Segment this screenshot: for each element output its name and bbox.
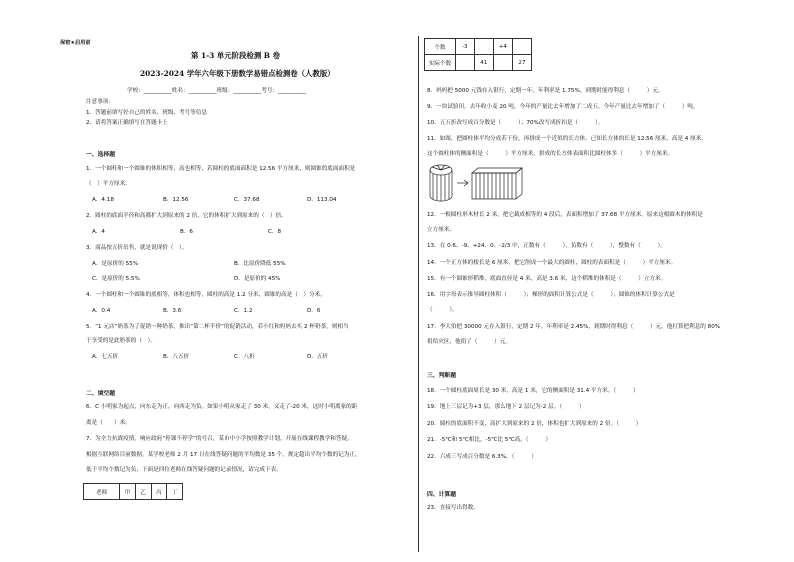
question-1: 1．一个圆柱和一个圆锥的体积相等，高也相等，若圆柱的底面面积是 12.56 平方厘米，则圆锥的底面面积是 xyxy=(86,166,356,172)
option: B．6 xyxy=(180,229,193,235)
question-13: 13．在 0.6、-9、+24、0、-2/3 中，正数有（ ），负数有（ ），整数有（ ）。 xyxy=(427,243,666,249)
option: C．8 xyxy=(268,229,282,235)
question-14: 14．一个正方体的棱长是 6 厘米，把它削成一个最大的圆柱，圆柱的表面积是（ ）平方厘米。 xyxy=(427,260,677,266)
question-2: 2．圆柱的底面半径和高都扩大到原来的 2 倍，它的体积扩大到原来的（ ）倍。 xyxy=(86,213,287,219)
question-17-cont: 捐给灾区，他捐了（ ）元。 xyxy=(427,339,511,345)
q7-table-header xyxy=(83,483,183,500)
option: D．是原价的 45% xyxy=(234,276,281,282)
table-cell xyxy=(455,55,474,71)
option: A．4.18 xyxy=(92,197,114,203)
table-cell: 41 xyxy=(474,55,493,71)
option: B．八五折 xyxy=(163,354,190,360)
question-17: 17．李大伯把 30000 元存入银行，定期 2 年，年利率是 2.45%，到期时得利息（ ）元，他打算把利息的 80% xyxy=(427,324,721,330)
question-16-cont: （ ）。 xyxy=(427,307,458,313)
table-row xyxy=(425,55,532,71)
notes-heading: 注意事项： xyxy=(86,99,114,105)
option: C．是原价的 5.5% xyxy=(92,276,140,282)
question-5-cont: 于享受的是此奶茶的（ ）。 xyxy=(86,338,156,344)
question-5: 5．“1 元店”奶茶为了促销一种奶茶，推出“第二杯半价”的促销活动，若小红和妈妈去买 2 杯奶茶，则相当 xyxy=(86,324,349,330)
table-cell: 丁 xyxy=(167,484,183,500)
option: B．比原价降低 55% xyxy=(234,261,286,267)
column-divider xyxy=(418,36,419,552)
option: A．4 xyxy=(92,229,105,235)
question-12: 12．一根圆柱形木材长 2 米，把它截成相等的 4 段后，表面积增加了 37.68 平方厘米。原来这根圆木的体积是 xyxy=(427,212,703,218)
question-12-cont: 立方厘米。 xyxy=(427,227,455,233)
question-9: 9．一块试验田，去年收小麦 20 吨，今年的产量比去年增加了二成五。今年产量比去年增加了（ ）吨。 xyxy=(427,104,699,110)
exam-title: 第 1-3 单元阶段检测 B 卷 xyxy=(191,51,281,60)
option: C．1.2 xyxy=(234,308,253,314)
table-cell: 乙 xyxy=(135,484,151,500)
question-11-cont: 这个圆柱体的侧面积是（ ）平方厘米，拼成的长方体表面积比圆柱体多（ ）平方厘米。 xyxy=(427,151,674,157)
option: A．七五折 xyxy=(92,354,119,360)
question-4: 4．一个圆柱和一个圆锥的底相等，体积也相等，圆柱的高是 1.2 分米，圆锥的高是（ ）分米。 xyxy=(86,292,326,298)
q7-table-rows xyxy=(424,38,532,71)
question-10: 10．五五折改写成百分数是（ ）；70%改写成折扣是（ ）。 xyxy=(427,120,604,126)
student-info-line: 学校：__________姓名：__________班级：__________考号：__________ xyxy=(127,88,307,94)
section-judge: 三、判断题 xyxy=(427,373,456,379)
option: C．37.68 xyxy=(234,197,260,203)
note-item: 2．请将答案正确填写在答题卡上 xyxy=(86,120,168,126)
option: A．0.4 xyxy=(92,308,111,314)
question-11: 11．如图，把圆柱体平均分成若干份，再拼成一个近似的长方体。已知长方体的长是 12.56 厘米，高是 4 厘米， xyxy=(427,136,707,142)
question-15: 15．有一个圆锥形稻堆，底面直径是 4 米，高是 3.6 米，这个稻堆的体积是（ ）立方米。 xyxy=(427,276,667,282)
question-3: 3．商品按五折出售，就是说现价（ ）。 xyxy=(86,245,188,251)
table-cell: +4 xyxy=(493,39,512,55)
question-19: 19．地上三层记为+3 层，那么地下 2 层记为-2 层。（ ） xyxy=(427,404,585,410)
secret-label: 保密★启用前 xyxy=(60,40,91,46)
question-7: 7．为全力抗战疫情，响应政府“停课不停学”的号召，某市中小学按照教学计划，开展在线课程教学和答疑， xyxy=(86,436,353,442)
option: B．3.6 xyxy=(163,308,182,314)
table-cell xyxy=(474,39,493,55)
section-choice: 一、选择题 xyxy=(86,152,115,158)
option: B．12.56 xyxy=(163,197,189,203)
question-23: 23．直接写出得数。 xyxy=(427,505,479,511)
table-cell: 实际个数 xyxy=(425,55,456,71)
option: D．6 xyxy=(307,308,321,314)
question-6-cont: 离是（ ）米。 xyxy=(86,420,131,426)
question-6: 6．C 小明家为起点，向东走为正，向西走为负。如果小明从家走了 30 米，又走了-20 米，这时小明离家的距 xyxy=(86,404,358,410)
question-7-cont: 低于平均个数记为负，下面是四位老师在线答疑问题的记录情况，请完成下表。 xyxy=(86,467,282,473)
option: C．八折 xyxy=(234,354,255,360)
question-20: 20．圆柱的底面积不变，高扩大到原来的 2 倍，体积也扩大到原来的 2 倍。（ ） xyxy=(427,421,642,427)
section-fill: 二、填空题 xyxy=(86,391,115,397)
question-16: 16．用字母表示推导圆柱体积（ ）；梯形的面积计算公式是（ ）；圆锥的体积计算公式是 xyxy=(427,292,675,298)
table-cell xyxy=(493,55,512,71)
option: D．五折 xyxy=(307,354,329,360)
question-7-cont: 根据互联网络目前数据，某学校老师 2 月 17 日在线答疑问题的平均数是 35 个，规定超出平均个数的记为正， xyxy=(86,452,361,458)
table-cell: 丙 xyxy=(151,484,167,500)
note-item: 1．答题前填写好自己的姓名、班级、考号等信息 xyxy=(86,110,208,116)
cylinder-cuboid-figure xyxy=(428,163,524,203)
table-row xyxy=(425,39,532,55)
exam-subtitle: 2023-2024 学年六年级下册数学易错点检测卷（人教版） xyxy=(140,69,335,78)
question-22: 22．六成三写成百分数是 6.3%。（ ） xyxy=(427,454,537,460)
table-cell: 个数 xyxy=(425,39,456,55)
question-1-cont: （ ）平方厘米。 xyxy=(86,181,131,187)
question-8: 8．妈妈把 5000 元钱存入银行，定期一年，年利率是 1.75%。到期时能得利息（ ）元。 xyxy=(427,88,664,94)
question-18: 18．一个圆柱底面周长是 30 米，高是 1 米，它的侧面积是 31.4 平方米。（ ） xyxy=(427,388,639,394)
table-cell xyxy=(512,39,531,55)
table-cell: 27 xyxy=(512,55,531,71)
table-cell: -3 xyxy=(455,39,474,55)
section-calc: 四、计算题 xyxy=(427,492,456,498)
option: A．是原价的 55% xyxy=(92,261,139,267)
table-cell: 老师 xyxy=(84,484,120,500)
option: D．113.04 xyxy=(307,197,337,203)
table-cell: 甲 xyxy=(120,484,136,500)
question-21: 21．-5℃和 5℃相比，-5℃比 5℃高。（ ） xyxy=(427,437,551,443)
